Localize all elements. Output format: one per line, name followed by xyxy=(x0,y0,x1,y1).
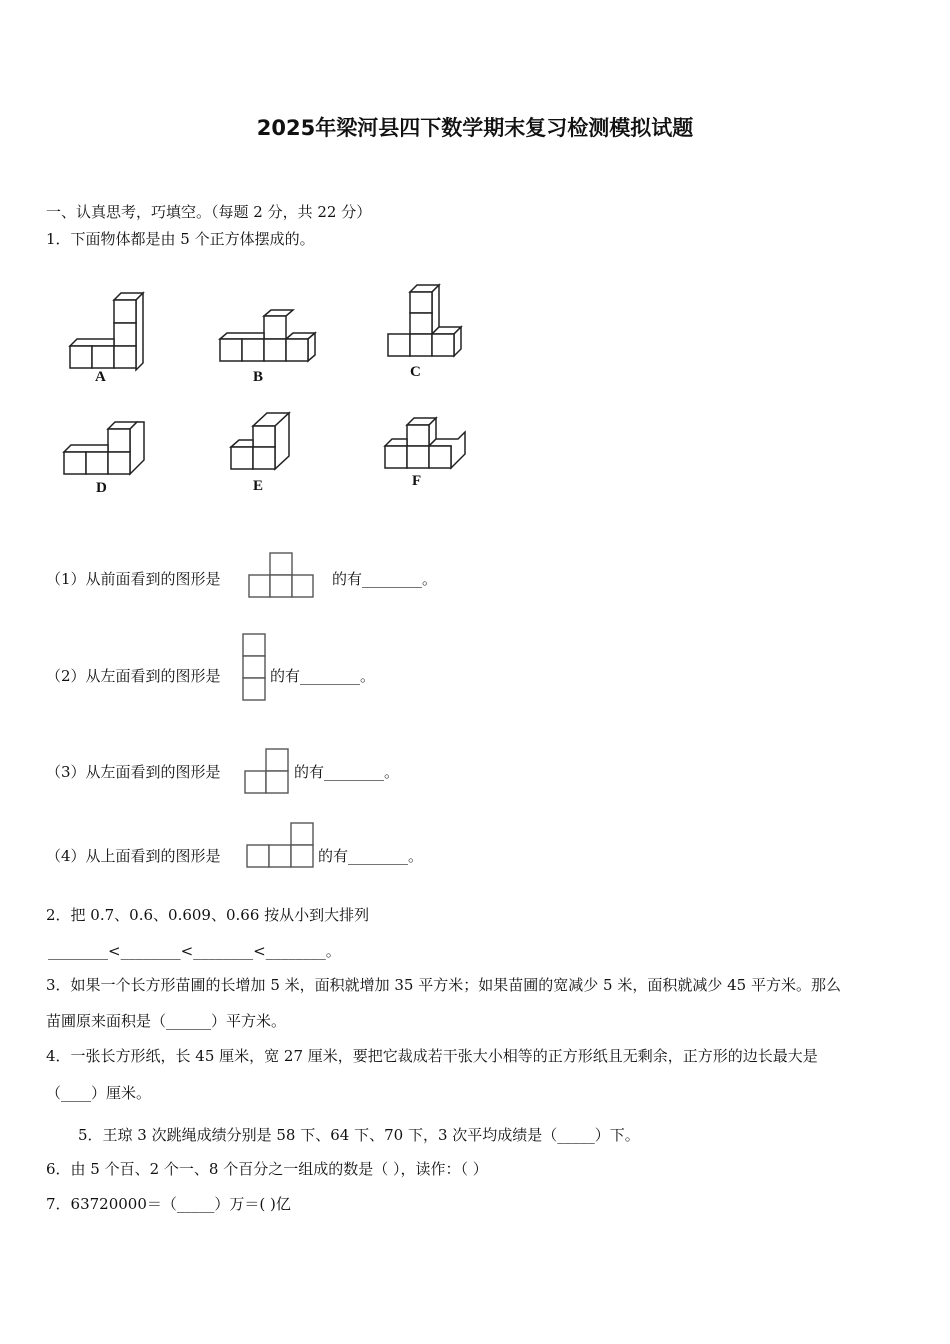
question-6-text: 6．由 5 个百、2 个一、8 个百分之一组成的数是（ ），读作：（ ） xyxy=(46,1160,488,1178)
figure-label-a: A xyxy=(95,369,106,385)
cube-stack-f-icon xyxy=(385,417,470,472)
figure-label-b: B xyxy=(253,369,264,385)
subquestion-1-suffix: 的有________。 xyxy=(332,570,438,588)
cube-stack-c-icon xyxy=(388,284,468,359)
subquestion-2-prefix: （2）从左面看到的图形是 xyxy=(46,667,221,685)
subquestion-3-prefix: （3）从左面看到的图形是 xyxy=(46,763,221,781)
question-4-line-2: （____）厘米。 xyxy=(46,1084,152,1102)
cube-stack-e-icon xyxy=(231,412,296,477)
cube-stack-b-icon xyxy=(220,310,320,365)
subquestion-3-suffix: 的有________。 xyxy=(294,763,400,781)
question-5-text: 5．王琼 3 次跳绳成绩分别是 58 下、64 下、70 下，3 次平均成绩是（_____）下。 xyxy=(78,1126,640,1144)
question-2-blanks: ________<________<________<________。 xyxy=(48,942,341,960)
section-heading: 一、认真思考，巧填空。（每题 2 分，共 22 分） xyxy=(46,203,372,221)
page-title: 2025年梁河县四下数学期末复习检测模拟试题 xyxy=(256,116,694,140)
question-2-text: 2．把 0.7、0.6、0.609、0.66 按从小到大排列 xyxy=(46,906,370,924)
question-3-line-1: 3．如果一个长方形苗圃的长增加 5 米，面积就增加 35 平方米；如果苗圃的宽减少 5 米，面积就减少 45 平方米。那么 xyxy=(46,976,841,994)
cube-stack-a-icon xyxy=(70,291,150,366)
figure-label-f: F xyxy=(412,473,422,489)
question-4-line-1: 4．一张长方形纸，长 45 厘米，宽 27 厘米，要把它裁成若干张大小相等的正方形纸且无剩余，正方形的边长最大是 xyxy=(46,1047,818,1065)
subquestion-4-prefix: （4）从上面看到的图形是 xyxy=(46,847,221,865)
top-view-shape-icon xyxy=(246,822,316,870)
cube-stack-d-icon xyxy=(64,421,149,476)
subquestion-2-suffix: 的有________。 xyxy=(270,667,376,685)
subquestion-4-suffix: 的有________。 xyxy=(318,847,424,865)
figure-label-c: C xyxy=(410,364,421,380)
left-view-tall-shape-icon xyxy=(242,633,268,703)
question-3-line-2: 苗圃原来面积是（______）平方米。 xyxy=(46,1012,287,1030)
front-view-shape-icon xyxy=(248,552,316,598)
question-1-text: 1．下面物体都是由 5 个正方体摆成的。 xyxy=(46,230,315,248)
left-view-l-shape-icon xyxy=(244,748,292,796)
question-7-text: 7．63720000＝（_____）万＝( )亿 xyxy=(46,1195,291,1213)
figure-label-e: E xyxy=(253,478,264,494)
subquestion-1-prefix: （1）从前面看到的图形是 xyxy=(46,570,221,588)
figure-label-d: D xyxy=(96,480,107,496)
